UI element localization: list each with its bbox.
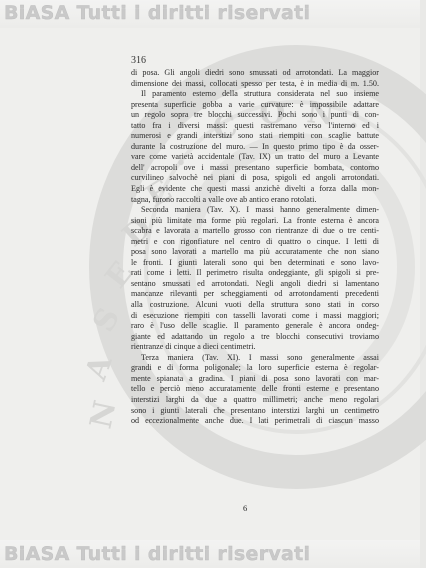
text-line: presenta superficie gobba a varie curvature: è impossibile adattare <box>131 99 379 109</box>
text-line: dell' acropoli ove i massi presentano superficie bombata, contorno <box>131 162 379 172</box>
body-text <box>131 68 379 427</box>
text-line: raro è l'uso delle scaglie. Il paramento generale è ancora ondeg- <box>131 321 379 331</box>
svg-text:O: O <box>258 95 287 132</box>
text-line: rientranze di cinque a dieci centimetri. <box>131 342 256 352</box>
text-line: Egli è evidente che questi massi anzichè divelti a forza dalla mon- <box>131 184 379 194</box>
watermark-text-top: BiASA Tutti i diritti riservati <box>4 2 311 24</box>
svg-text:·: · <box>169 145 193 182</box>
svg-text:E: E <box>98 255 141 295</box>
text-line: mente spianata a gradina. I piani di posa sono lavorati con mar- <box>131 373 379 383</box>
svg-text:N: N <box>83 397 124 432</box>
svg-text:S: S <box>86 302 128 338</box>
text-line: interstizi larghi da due a quattro millimetri; anche meno regolari <box>131 394 379 404</box>
text-line: di esecuzione riempiti con tasselli lavorati come i massi maggiori; <box>131 310 379 320</box>
svg-text:N: N <box>305 95 337 133</box>
text-line: sono i giunti laterali che presentano interstizi larghi un centimetro <box>131 405 379 415</box>
text-line: tello e perciò meno accuratamente delle fronti esterne e presentano <box>131 384 379 394</box>
text-line: tagna, furono raccolti a valle ove ab antico erano rotolati. <box>131 194 317 204</box>
text-line: scabra e lavorata a martello grosso con rientranze di due o tre centi- <box>131 226 379 236</box>
text-line: dimensione dei massi, collocati spesso per testa, è in media di m. 1.50. <box>131 78 379 88</box>
text-line: metri e con rigonfiature nel centro di quattro o cinque. I letti di <box>131 236 379 246</box>
text-line: le fronti. I giunti laterali sono qui ben determinati e sono lavo- <box>131 257 379 267</box>
text-line: vare come varietà accidentale (Tav. IX) un tratto del muro a Levante <box>131 152 379 162</box>
text-line: sioni più limitate ma forme più regolari. La fronte esterna è ancora <box>131 215 379 225</box>
text-line: un regolo sopra tre blocchi successivi. Pochi sono i punti di con- <box>131 110 379 120</box>
text-line: alla costruzione. Alcuni vuoti della struttura sono stati in corso <box>131 300 379 310</box>
svg-text:D: D <box>115 210 159 254</box>
text-line: sentano smussati ed arrotondati. Negli angoli diedri si lamentano <box>131 278 379 288</box>
svg-text:·: · <box>343 108 364 145</box>
watermark-text-bottom: BiASA Tutti i diritti riservati <box>4 543 311 565</box>
text-line: Il paramento esterno della struttura considerata nel suo insieme <box>141 89 379 99</box>
text-line: Seconda maniera (Tav. X). I massi hanno generalmente dimen- <box>141 205 379 215</box>
text-line: di posa. Gli angoli diedri sono smussati od arrotondati. La maggior <box>131 68 379 77</box>
text-line: numerosi e grandi interstizi sono stati riempiti con scaglie battute <box>131 131 379 141</box>
text-line: tatto fra i diversi massi: questi rastremano verso l'interno ed i <box>131 120 379 130</box>
text-line: od eccezionalmente anche due. I lati perimetrali di ciascun masso <box>131 416 379 426</box>
signature-mark: 6 <box>243 503 248 513</box>
text-line: Terza maniera (Tav. XI). I massi sono generalmente assai <box>141 352 379 362</box>
text-line: grandi e di forma poligonale; la loro superficie esterna è regolar- <box>131 363 379 373</box>
text-line: giante ed adattando un regolo a tre blocchi consecutivi troviamo <box>131 331 379 341</box>
text-line: mancanze rilevanti per scheggiamenti od arrotondamenti precedenti <box>131 289 379 299</box>
svg-text:C: C <box>209 108 242 148</box>
text-line: posa sono lavorati a martello ma più accuratamente che non siano <box>131 247 379 257</box>
text-line: durante la costruzione del muro. — In questo primo tipo è da osser- <box>131 141 379 151</box>
page-number: 316 <box>131 55 146 66</box>
svg-text:E: E <box>139 172 178 215</box>
svg-text:A: A <box>78 350 120 385</box>
text-line: rati come i letti. Il perimetro risulta ondeggiante, gli spigoli si pre- <box>131 268 379 278</box>
text-line: curvilineo salvochè nei piani di posa, spigoli ed angoli arrotondati. <box>131 173 379 183</box>
